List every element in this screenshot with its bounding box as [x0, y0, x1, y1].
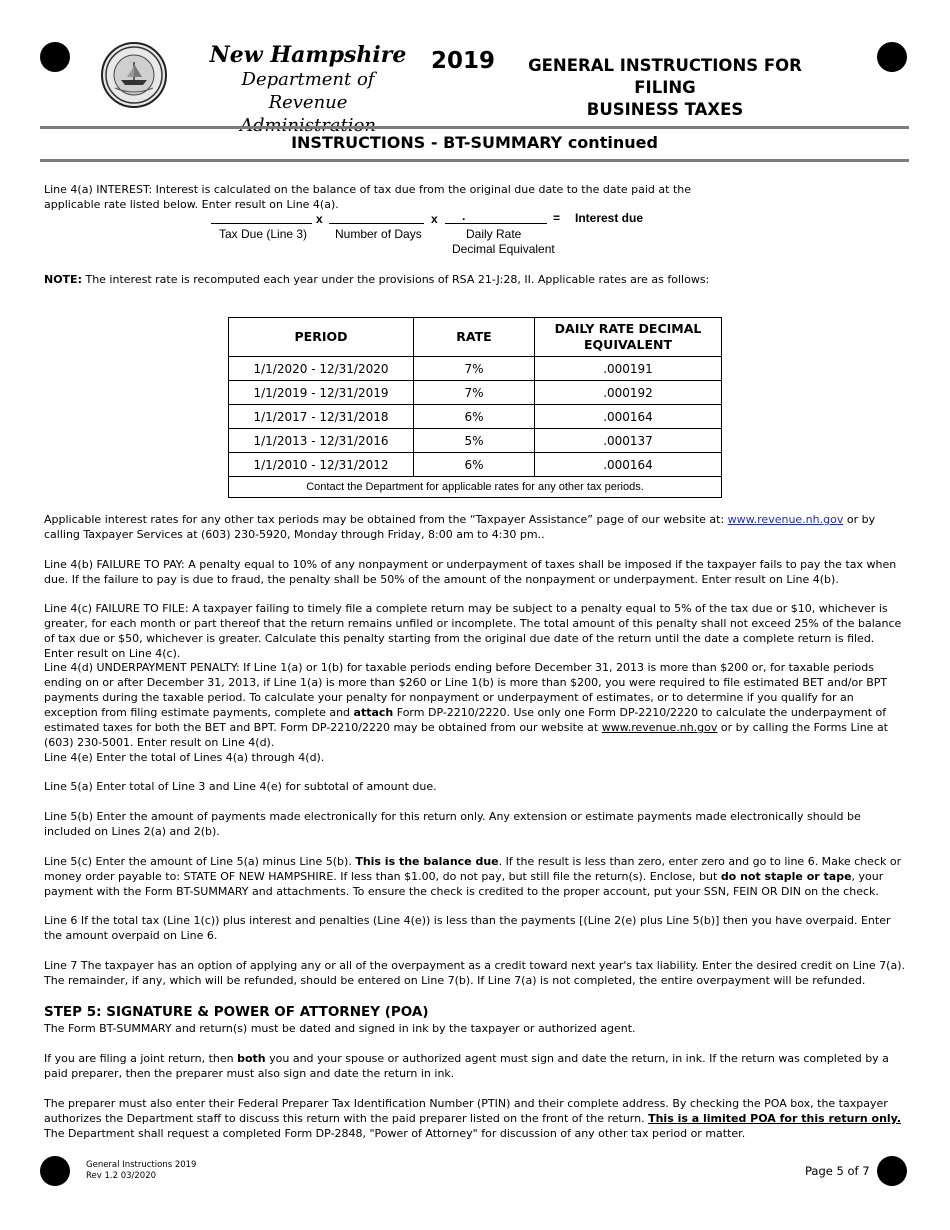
table-footer-row: [229, 477, 722, 498]
line-7-paragraph: Line 7 The taxpayer has an option of applying any or all of the overpayment as a credit toward next year's tax liability. Enter the desired credit on Line 7(a). The remainder, if any, which will be refunded, should be entered on Line 7(b). If Line 7(a) is not completed, the entire overpayment will be refunded.: [44, 959, 905, 987]
step-5-paragraph-1: The Form BT-SUMMARY and return(s) must be dated and signed in ink by the taxpayer or authorized agent.: [44, 1022, 636, 1035]
registration-mark-bottom-left: [40, 1156, 70, 1186]
step-5-heading: STEP 5: SIGNATURE & POWER OF ATTORNEY (POA): [44, 1004, 429, 1020]
website-link[interactable]: www.revenue.nh.gov: [727, 513, 844, 526]
interest-rate-note: [44, 272, 906, 287]
rate-cell: 6%: [414, 453, 535, 477]
applicable-rates-text-1: Applicable interest rates for any other tax periods may be obtained from the “Taxpayer Assistance” page of our website at:: [44, 513, 728, 526]
line-4d-paragraph: [44, 660, 906, 750]
step-5-paragraph-3: [44, 1096, 906, 1141]
daily-rate-cell: .000192: [535, 381, 722, 405]
step-5-p2-both: both: [237, 1052, 266, 1065]
agency-line-1: New Hampshire: [209, 42, 407, 68]
agency-line-3: Revenue: [268, 92, 348, 113]
line-6-paragraph: Line 6 If the total tax (Line 1(c)) plus interest and penalties (Line 4(e)) is less than the payments [(Line 2(e) plus Line 5(b)] then you have overpaid. Enter the amount overpaid on Line 6.: [44, 914, 891, 942]
number-of-days-label: Number of Days: [335, 227, 422, 241]
line-4d-website-link[interactable]: www.revenue.nh.gov: [601, 721, 718, 734]
line-5b-paragraph: Line 5(b) Enter the amount of payments made electronically for this return only. Any extension or estimate payments made electronically should be included on Lines 2(a) and 2(b).: [44, 810, 861, 838]
decimal-equivalent-label: Decimal Equivalent: [452, 242, 555, 256]
number-of-days-blank: [329, 223, 424, 224]
period-cell: 1/1/2019 - 12/31/2019: [229, 381, 414, 405]
rate-cell: 7%: [414, 357, 535, 381]
equals-sign: =: [553, 211, 561, 225]
footer-document-info: [86, 1160, 196, 1182]
column-header-daily-rate: [535, 318, 722, 357]
note-label: NOTE:: [44, 273, 82, 286]
step-5-p3-text-1: The preparer must also enter their Federal Preparer Tax Identification Number (PTIN) and their complete address. By checking the POA box, the taxpayer authorizes the Department staff to discuss this return with the paid preparer listed on the front of the return.: [44, 1097, 888, 1125]
registration-mark-top-right: [877, 42, 907, 72]
registration-mark-top-left: [40, 42, 70, 72]
times-sign-1: x: [316, 212, 323, 226]
daily-rate-cell: .000191: [535, 357, 722, 381]
step-5-p2-text-1: If you are filing a joint return, then: [44, 1052, 238, 1065]
line-5a-paragraph: Line 5(a) Enter total of Line 3 and Line 4(e) for subtotal of amount due.: [44, 780, 437, 793]
agency-name: [198, 42, 418, 137]
document-title-line-1: GENERAL INSTRUCTIONS FOR FILING: [528, 56, 802, 97]
decimal-point: .: [462, 209, 466, 223]
applicable-rates-paragraph: [44, 512, 906, 542]
footer-line-1: General Instructions 2019: [86, 1160, 197, 1170]
rate-cell: 6%: [414, 405, 535, 429]
daily-rate-cell: .000164: [535, 453, 722, 477]
line-4a-text: Line 4(a) INTEREST: Interest is calculated on the balance of tax due from the original due date to the date paid at the applicable rate listed below. Enter result on Line 4(a).: [44, 183, 692, 211]
tax-due-label: Tax Due (Line 3): [219, 227, 308, 241]
line-5c-paragraph: [44, 854, 906, 899]
line-4c-paragraph: Line 4(c) FAILURE TO FILE: A taxpayer failing to timely file a complete return may be subject to a penalty equal to 5% of the tax due or $10, whichever is greater, for each month or part thereof that the return remains unfiled or incomplete. The total amount of this penalty shall not exceed 25% of the balance of tax due or $50, whichever is greater. Calculate this penalty starting from the original due date of the return until the date a complete return is filed. Enter result on Line 4(c).: [44, 602, 902, 660]
rate-cell: 5%: [414, 429, 535, 453]
registration-mark-bottom-right: [877, 1156, 907, 1186]
document-title: [505, 55, 825, 121]
step-5-p3-text-2: The Department shall request a completed Form DP-2848, "Power of Attorney" for discussion of any other tax period or matter.: [44, 1127, 746, 1140]
period-cell: 1/1/2017 - 12/31/2018: [229, 405, 414, 429]
table-row: [229, 405, 722, 429]
line-5c-balance-due: This is the balance due: [355, 855, 499, 868]
daily-rate-label: Daily Rate: [466, 227, 522, 241]
column-header-rate: RATE: [414, 318, 535, 357]
line-4d-text-3: or by calling the Forms Line at (603) 230-5001. Enter result on Line 4(d).: [44, 721, 888, 749]
line-4d-text-1: Line 4(d) UNDERPAYMENT PENALTY: If Line 1(a) or 1(b) for taxable periods ending before December 31, 2013 is more than $200 or, for taxable periods ending on or after December 31, 2013, if Line 1(a) is more than $260 or Line 1(b) is more than $200, you were required to file estimated BET and/or BPT payments during the taxable period. To calculate your penalty for nonpayment or underpayment of estimates, or to determine if you qualify for an exception from filing estimate payments, complete and: [44, 661, 888, 719]
footer-line-2: Rev 1.2 03/2020: [86, 1171, 157, 1181]
column-header-period: PERIOD: [229, 318, 414, 357]
line-5c-text-1: Line 5(c) Enter the amount of Line 5(a) minus Line 5(b).: [44, 855, 356, 868]
state-seal-logo: [101, 42, 167, 108]
period-cell: 1/1/2010 - 12/31/2012: [229, 453, 414, 477]
line-4b-paragraph: Line 4(b) FAILURE TO PAY: A penalty equal to 10% of any nonpayment or underpayment of taxes shall be imposed if the taxpayer fails to pay the tax when due. If the failure to pay is due to fraud, the penalty shall be 50% of the amount of the nonpayment or underpayment. Enter result on Line 4(b).: [44, 558, 897, 586]
period-cell: 1/1/2013 - 12/31/2016: [229, 429, 414, 453]
agency-line-2: Department of: [241, 69, 375, 90]
note-text: The interest rate is recomputed each year under the provisions of RSA 21-J:28, II. Applicable rates are as follows:: [81, 273, 710, 286]
rate-cell: 7%: [414, 381, 535, 405]
table-footer-note: Contact the Department for applicable rates for any other tax periods.: [229, 477, 722, 498]
daily-rate-cell: .000137: [535, 429, 722, 453]
line-4d-text-2: Form DP-2210/2220. Use only one Form DP-2210/2220 to calculate the underpayment of estimated taxes for both the BET and BPT. Form DP-2210/2220 may be obtained from our website at: [44, 706, 887, 734]
table-row: [229, 429, 722, 453]
section-title: INSTRUCTIONS - BT-SUMMARY continued: [291, 133, 658, 152]
applicable-rates-text-2: or by calling Taxpayer Services at (603) 230-5920, Monday through Friday, 8:00 am to 4:30 pm..: [44, 513, 876, 541]
page-number: Page 5 of 7: [805, 1164, 870, 1178]
interest-rates-table: [228, 317, 722, 498]
daily-rate-cell: .000164: [535, 405, 722, 429]
table-row: [229, 453, 722, 477]
header-rule-top: [40, 126, 909, 129]
line-5c-no-staple: do not staple or tape: [720, 870, 852, 883]
document-title-line-2: BUSINESS TAXES: [586, 100, 744, 119]
step-5-p2-text-2: you and your spouse or authorized agent must sign and date the return, in ink. If the return was completed by a paid preparer, then the preparer must also sign and date the return in ink.: [44, 1052, 889, 1080]
tax-year: 2019: [431, 48, 496, 74]
header-rule-bottom: [40, 159, 909, 162]
line-5c-text-2: . If the result is less than zero, enter zero and go to line 6. Make check or money order payable to: STATE OF NEW HAMPSHIRE. If less than $1.00, do not pay, but still file the return(s). Enclose, but: [44, 855, 902, 883]
interest-due-label: Interest due: [575, 211, 644, 225]
table-row: [229, 381, 722, 405]
step-5-paragraph-2: [44, 1051, 906, 1081]
step-5-p3-limited-poa: This is a limited POA for this return only.: [648, 1112, 902, 1125]
column-header-daily-rate-text: DAILY RATE DECIMAL EQUIVALENT: [554, 321, 702, 352]
period-cell: 1/1/2020 - 12/31/2020: [229, 357, 414, 381]
table-row: [229, 357, 722, 381]
line-4d-attach: attach: [353, 706, 394, 719]
table-header-row: [229, 318, 722, 357]
line-5c-text-3: , your payment with the Form BT-SUMMARY and attachments. To ensure the check is credited to the proper account, put your SSN, FEIN OR DIN on the check.: [44, 870, 884, 898]
times-sign-2: x: [431, 212, 438, 226]
daily-rate-blank: [445, 223, 547, 224]
line-4e-paragraph: Line 4(e) Enter the total of Lines 4(a) through 4(d).: [44, 751, 325, 764]
tax-due-blank: [211, 223, 312, 224]
